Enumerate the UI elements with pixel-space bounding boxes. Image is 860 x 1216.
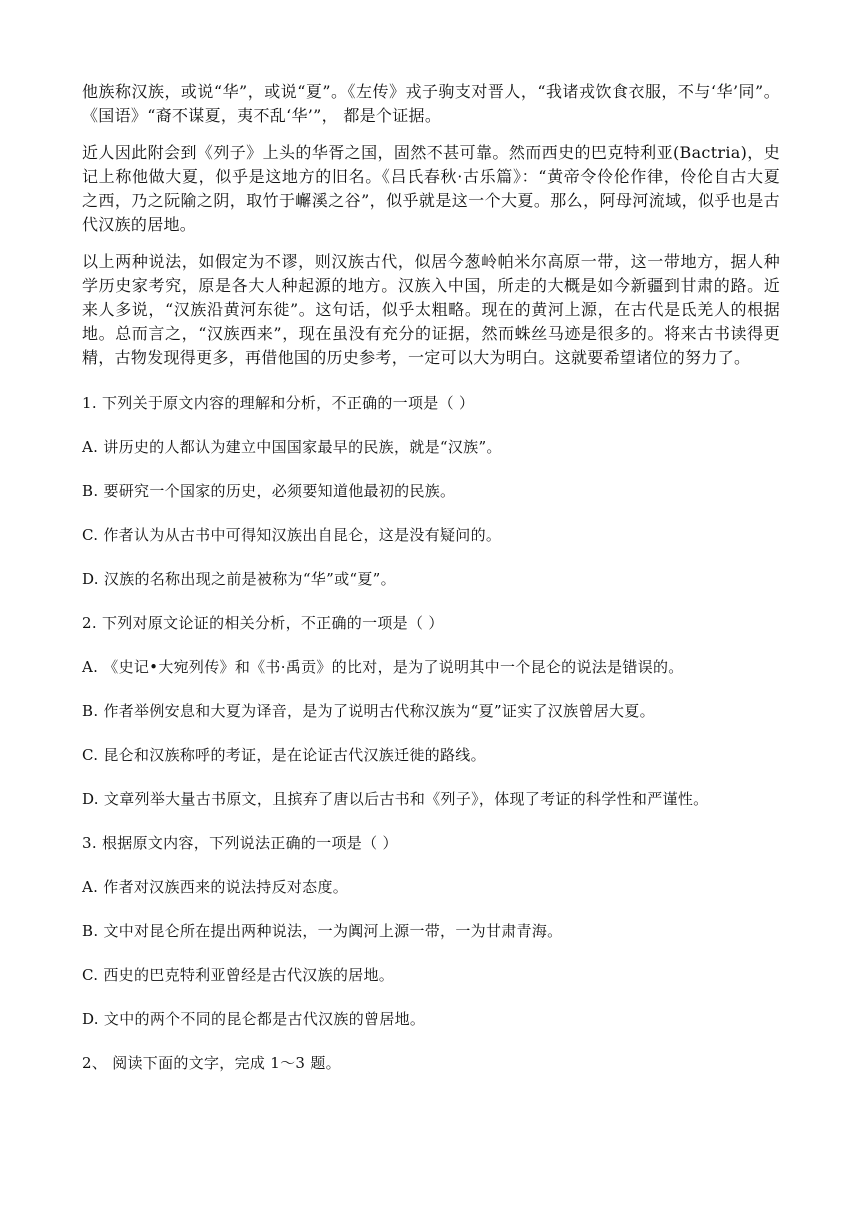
question-stem: 3. 根据原文内容，下列说法正确的一项是（ ） [82, 834, 398, 852]
option-b: B. 文中对昆仑所在提出两种说法，一为阗河上源一带，一为甘肃青海。 [82, 922, 563, 940]
option-d: D. 文中的两个不同的昆仑都是古代汉族的曾居地。 [82, 1010, 426, 1028]
option-a: A. 作者对汉族西来的说法持反对态度。 [82, 878, 349, 896]
option-d: D. 文章列举大量古书原文，且摈弃了唐以后古书和《列子》，体现了考证的科学性和严谨性。 [82, 790, 709, 808]
next-section-heading: 2、 阅读下面的文字，完成 1～3 题。 [82, 1054, 341, 1072]
passage-paragraph-1: 他族称汉族，或说“华”，或说“夏”。《左传》戎子驹支对晋人，“我诸戎饮食衣服，不与‘华’同”。《国语》“裔不谋夏，夷不乱‘华’”， 都是个证据。 [82, 82, 780, 125]
question-3 [82, 832, 780, 1030]
option-b: B. 要研究一个国家的历史，必须要知道他最初的民族。 [82, 482, 456, 500]
question-stem: 2. 下列对原文论证的相关分析，不正确的一项是（ ） [82, 614, 444, 632]
passage-paragraph-3: 以上两种说法，如假定为不谬，则汉族古代，似居今葱岭帕米尔高原一带，这一带地方，据人种学历史家考究，原是各大人种起源的地方。汉族入中国，所走的大概是如今新疆到甘肃的路。近来人多说，“汉族沿黄河东徙”。这句话，似乎太粗略。现在的黄河上源，在古代是氐羌人的根据地。总而言之，“汉族西来”，现在虽没有充分的证据，然而蛛丝马迹是很多的。将来古书读得更精，古物发现得更多，再借他国的历史参考，一定可以大为明白。这就要希望诸位的努力了。 [82, 252, 780, 367]
option-a: A. 讲历史的人都认为建立中国国家最早的民族，就是“汉族”。 [82, 438, 502, 456]
passage-paragraph-2: 近人因此附会到《列子》上头的华胥之国，固然不甚可靠。然而西史的巴克特利亚(Bactria)，史记上称他做大夏，似乎是这地方的旧名。《吕氏春秋·古乐篇》：“黄帝令伶伦作律，伶伦自古大夏之西，乃之阮隃之阴，取竹于嶰溪之谷”，似乎就是这一个大夏。那么，阿母河流域，似乎也是古代汉族的居地。 [82, 143, 780, 234]
option-b: B. 作者举例安息和大夏为译音，是为了说明古代称汉族为“夏”证实了汉族曾居大夏。 [82, 702, 655, 720]
question-stem: 1. 下列关于原文内容的理解和分析，不正确的一项是（ ） [82, 394, 475, 412]
option-c: C. 西史的巴克特利亚曾经是古代汉族的居地。 [82, 966, 395, 984]
option-a: A. 《史记•大宛列传》和《书·禹贡》的比对，是为了说明其中一个昆仑的说法是错误的。 [82, 658, 684, 676]
option-c: C. 昆仑和汉族称呼的考证，是在论证古代汉族迁徙的路线。 [82, 746, 486, 764]
option-d: D. 汉族的名称出现之前是被称为“华”或“夏”。 [82, 570, 396, 588]
option-c: C. 作者认为从古书中可得知汉族出自昆仑，这是没有疑问的。 [82, 526, 502, 544]
question-2 [82, 612, 780, 810]
document-page [82, 80, 780, 1096]
question-1 [82, 392, 780, 590]
